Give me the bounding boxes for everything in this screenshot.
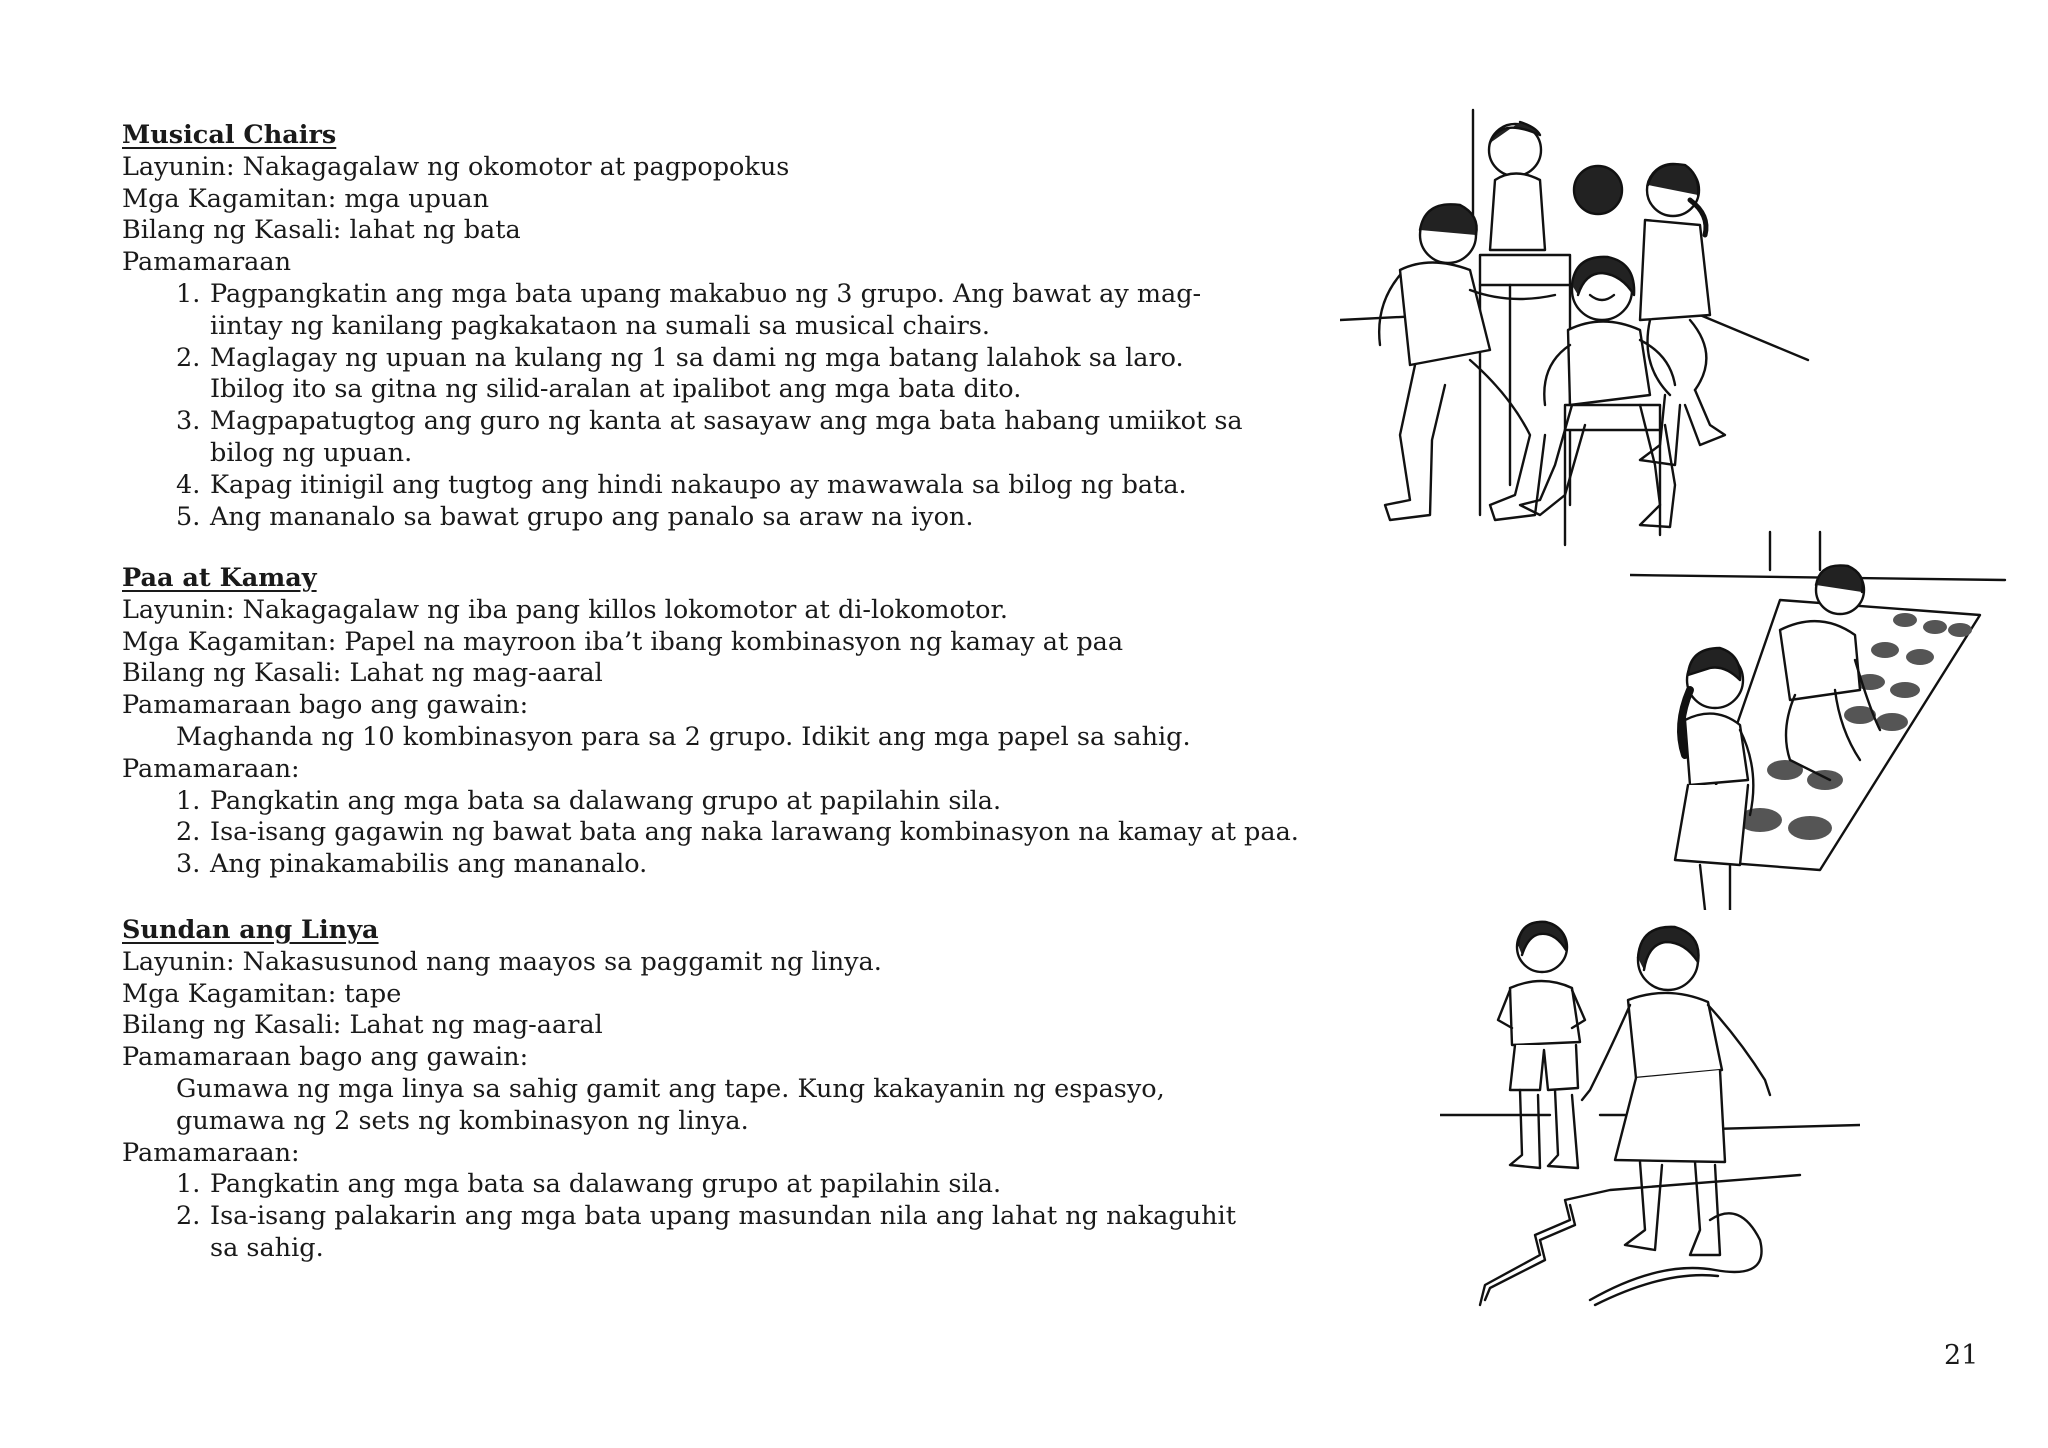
procedure-step: 2. Maglagay ng upuan na kulang ng 1 sa dami ng mga batang lalahok sa laro. Ibilog ito sa gitna ng silid-aralan at ipalibot ang mga bata dito. — [176, 342, 1184, 405]
procedure-label: Pamamaraan: — [122, 753, 300, 784]
procedure-step: 2. Isa-isang gagawin ng bawat bata ang naka larawang kombinasyon na kamay at paa. — [176, 817, 1299, 848]
materials-line: Mga Kagamitan: mga upuan — [122, 183, 490, 214]
objective-line: Layunin: Nakagagalaw ng iba pang killos lokomotor at di-lokomotor. — [122, 594, 1008, 625]
prep-text: Gumawa ng mga linya sa sahig gamit ang tape. Kung kakayanin ng espasyo, — [176, 1073, 1165, 1104]
objective-line: Layunin: Nakagagalaw ng okomotor at pagpopokus — [122, 151, 790, 182]
materials-line: Mga Kagamitan: tape — [122, 978, 402, 1009]
musical-chairs-illustration — [1340, 105, 1810, 550]
procedure-step: 1. Pangkatin ang mga bata sa dalawang grupo at papilahin sila. — [176, 1169, 1002, 1200]
procedure-label: Pamamaraan — [122, 247, 291, 278]
page-number: 21 — [1944, 1340, 1979, 1371]
procedure-step: 4. Kapag itinigil ang tugtog ang hindi nakaupo ay mawawala sa bilog ng bata. — [176, 469, 1187, 500]
follow-line-illustration — [1440, 910, 1860, 1310]
section-title: Paa at Kamay — [122, 563, 317, 593]
procedure-step: 1. Pagpangkatin ang mga bata upang makabuo ng 3 grupo. Ang bawat ay mag- iintay ng kanilang pagkakataon na sumali sa musical chairs. — [176, 278, 1202, 341]
prep-label: Pamamaraan bago ang gawain: — [122, 1042, 529, 1073]
procedure-step: 3. Ang pinakamabilis ang mananalo. — [176, 849, 648, 880]
objective-line: Layunin: Nakasusunod nang maayos sa paggamit ng linya. — [122, 946, 882, 977]
procedure-steps — [122, 279, 1352, 533]
participants-line: Bilang ng Kasali: Lahat ng mag-aaral — [122, 658, 603, 689]
procedure-step: 5. Ang mananalo sa bawat grupo ang panalo sa araw na iyon. — [176, 501, 974, 532]
section-paa-at-kamay — [122, 563, 1352, 881]
participants-line: Bilang ng Kasali: Lahat ng mag-aaral — [122, 1010, 603, 1041]
procedure-steps — [122, 1169, 1352, 1264]
prep-text: gumawa ng 2 sets ng kombinasyon ng linya. — [176, 1105, 749, 1136]
participants-line: Bilang ng Kasali: lahat ng bata — [122, 215, 521, 246]
prep-text: Maghanda ng 10 kombinasyon para sa 2 grupo. Idikit ang mga papel sa sahig. — [176, 721, 1191, 752]
section-sundan-ang-linya — [122, 915, 1352, 1265]
section-title: Sundan ang Linya — [122, 915, 379, 945]
materials-line: Mga Kagamitan: Papel na mayroon iba’t ibang kombinasyon ng kamay at paa — [122, 626, 1124, 657]
section-musical-chairs — [122, 120, 1352, 533]
procedure-step: 1. Pangkatin ang mga bata sa dalawang grupo at papilahin sila. — [176, 785, 1002, 816]
procedure-label: Pamamaraan: — [122, 1137, 300, 1168]
procedure-steps — [122, 786, 1352, 881]
section-title: Musical Chairs — [122, 120, 337, 150]
hands-feet-illustration — [1630, 530, 2010, 910]
prep-label: Pamamaraan bago ang gawain: — [122, 690, 529, 721]
procedure-step: 2. Isa-isang palakarin ang mga bata upang masundan nila ang lahat ng nakaguhit sa sahig. — [176, 1201, 1236, 1263]
procedure-step: 3. Magpapatugtog ang guro ng kanta at sasayaw ang mga bata habang umiikot sa bilog ng upuan. — [176, 406, 1243, 468]
